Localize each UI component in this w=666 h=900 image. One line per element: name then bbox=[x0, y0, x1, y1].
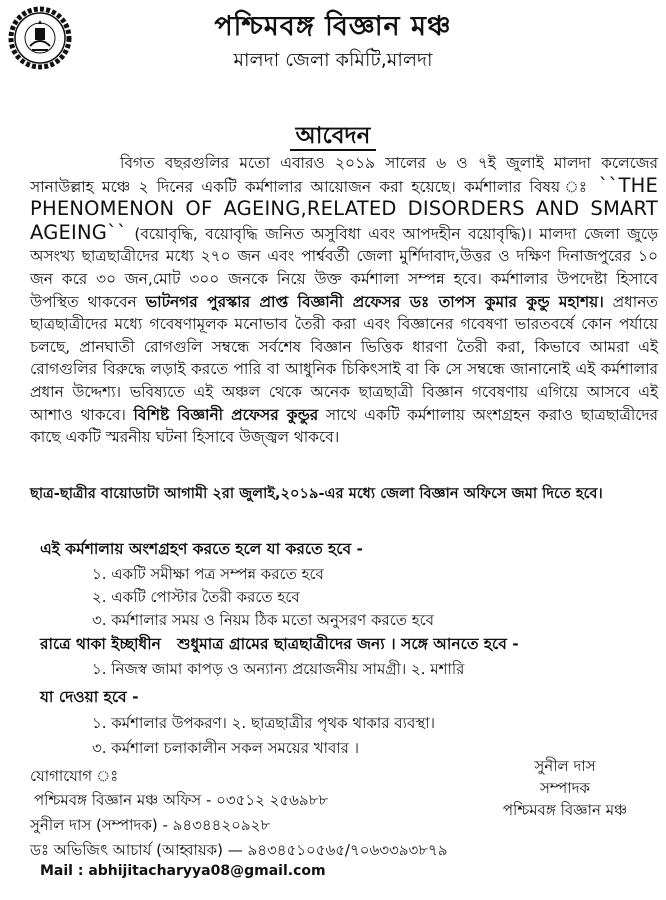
participation-title: এই কর্মশালায় অংশগ্রহণ করতে হলে যা করতে হবে - bbox=[40, 540, 363, 558]
signature-block bbox=[470, 755, 660, 821]
scientist-mention: বিশিষ্ট বিজ্ঞানী প্রফেসর কুন্ডুর bbox=[133, 405, 319, 424]
paragraph-part-4: সাথে একটি কর্মশালায় অংশগ্রহন করাও ছাত্রছাত্রীদের কাছে একটি স্মরনীয় ঘটনা হিসাবে উজ্জ্বল থাকবে। bbox=[30, 405, 658, 447]
signature-org: পশ্চিমবঙ্গ বিজ্ঞান মঞ্চ bbox=[502, 801, 628, 819]
advisor-name: ভাটনগর পুরস্কার প্রাপ্ত বিজ্ঞানী প্রফেসর ডঃ তাপস কুমার কুন্ডু মহাশয়। bbox=[145, 292, 604, 311]
org-title: পশ্চিমবঙ্গ বিজ্ঞান মঞ্চ bbox=[214, 11, 452, 42]
contact-secretary: সুনীল দাস (সম্পাদক) - ৯৪৩৪৪২০৯২৮ bbox=[30, 816, 271, 834]
paragraph-part-3: প্রধানত ছাত্রছাত্রীদের মধ্যে গবেষণামূলক মনোভাব তৈরী করা এবং বিজ্ঞানের গবেষণা ভারতবর্ষে কোন পর্যায়ে চলছে, প্রানঘাতী রোগগুলি সম্বন্ধে সর্বশেষ বিজ্ঞান ভিত্তিক ধারণা তৈরী করা, কিভাবে আমরা এই রোগগুলির বিরুদ্ধে লড়াই করতে পারি বা আধুনিক চিকিৎসাই বা কি সে সম্বন্ধে জানানোই এই কর্মশালার প্রধান উদ্দেশ্য। ভবিষ্যতে এই অঞ্চল থেকে অনেক ছাত্রছাত্রী বিজ্ঞান গবেষণায় এগিয়ে আসবে এই আশাও থাকবে। bbox=[30, 292, 658, 424]
signature-name: সুনীল দাস bbox=[534, 757, 596, 775]
paragraph-part-2: (বয়োবৃদ্ধি, বয়োবৃদ্ধি জনিত অসুবিধা এবং আপদহীন বয়োবৃদ্ধি)। মালদা জেলা জুড়ে অসংখ্য ছাত্রছাত্রীদের মধ্যে ২৭০ জন এবং পার্শ্ববর্তী জেলা মুর্শিদাবাদ,উত্তর ও দক্ষিণ দিনাজপুরের ১০ জন করে ৩০ জন,মোট ৩০০ জনকে নিয়ে উক্ত কর্মশালা সম্পন্ন হবে। কর্মশালার উপদেষ্টা হিসাবে উপস্থিত থাকবেন bbox=[30, 224, 658, 311]
stay-items: ১. নিজস্ব জামা কাপড় ও অন্যান্য প্রয়োজনীয় সামগ্রী। ২. মশারি bbox=[92, 660, 465, 678]
workshop-topic-english: ``THE PHENOMENON OF AGEING,RELATED DISORDERS AND SMART AGEING`` bbox=[30, 173, 658, 244]
contact-mail: Mail : abhijitacharyya08@gmail.com bbox=[40, 863, 326, 879]
participation-item: ২. একটি পোস্টার তৈরী করতে হবে bbox=[92, 588, 300, 606]
contact-office: পশ্চিমবঙ্গ বিজ্ঞান মঞ্চ অফিস - ০৩৫১২ ২৫৬৯৮৮ bbox=[34, 791, 329, 809]
committee-name: মালদা জেলা কমিটি,মালদা bbox=[233, 49, 433, 71]
heading-text: আবেদন bbox=[290, 123, 377, 151]
participation-item: ১. একটি সমীক্ষা পত্র সম্পন্ন করতে হবে bbox=[92, 565, 324, 583]
contact-title: যোগাযোগ ঃ bbox=[30, 767, 119, 785]
stay-requirements: শুধুমাত্র গ্রামের ছাত্রছাত্রীদের জন্য । সঙ্গে আনতে হবে - bbox=[177, 635, 519, 653]
provided-item: ৩. কর্মশালা চলাকালীন সকল সময়ের খাবার । bbox=[92, 739, 360, 757]
notice-paragraph bbox=[30, 152, 658, 449]
contact-convener: ডঃ অভিজিৎ আচার্য (আহ্বায়ক) — ৯৪৩৪৫১০৫৬৫/৭০৬৩৩৯৩৮৭৯ bbox=[30, 841, 448, 859]
stay-optional: রাত্রে থাকা ইচ্ছাধীন bbox=[40, 635, 161, 653]
biodata-deadline: ছাত্র-ছাত্রীর বায়োডাটা আগামী ২রা জুলাই,২০১৯-এর মধ্যে জেলা বিজ্ঞান অফিসে জমা দিতে হবে। bbox=[30, 485, 603, 502]
provided-item: ১. কর্মশালার উপকরণ। ২. ছাত্রছাত্রীর পৃথক থাকার ব্যবস্থা। bbox=[92, 714, 435, 732]
provided-title: যা দেওয়া হবে - bbox=[40, 688, 139, 706]
stay-title bbox=[40, 632, 519, 658]
notice-heading bbox=[0, 117, 666, 156]
paragraph-part-1: বিগত বছরগুলির মতো এবারও ২০১৯ সালের ৬ ও ৭ই জুলাই মালদা কলেজের সানাউল্লাহ মঞ্চে ২ দিনের একটি কর্মশালার আয়োজন করা হয়েছে। কর্মশালার বিষয় ঃ bbox=[30, 154, 658, 196]
signature-role: সম্পাদক bbox=[539, 779, 590, 797]
participation-item: ৩. কর্মশালার সময় ও নিয়ম ঠিক মতো অনুসরণ করতে হবে bbox=[92, 611, 435, 629]
